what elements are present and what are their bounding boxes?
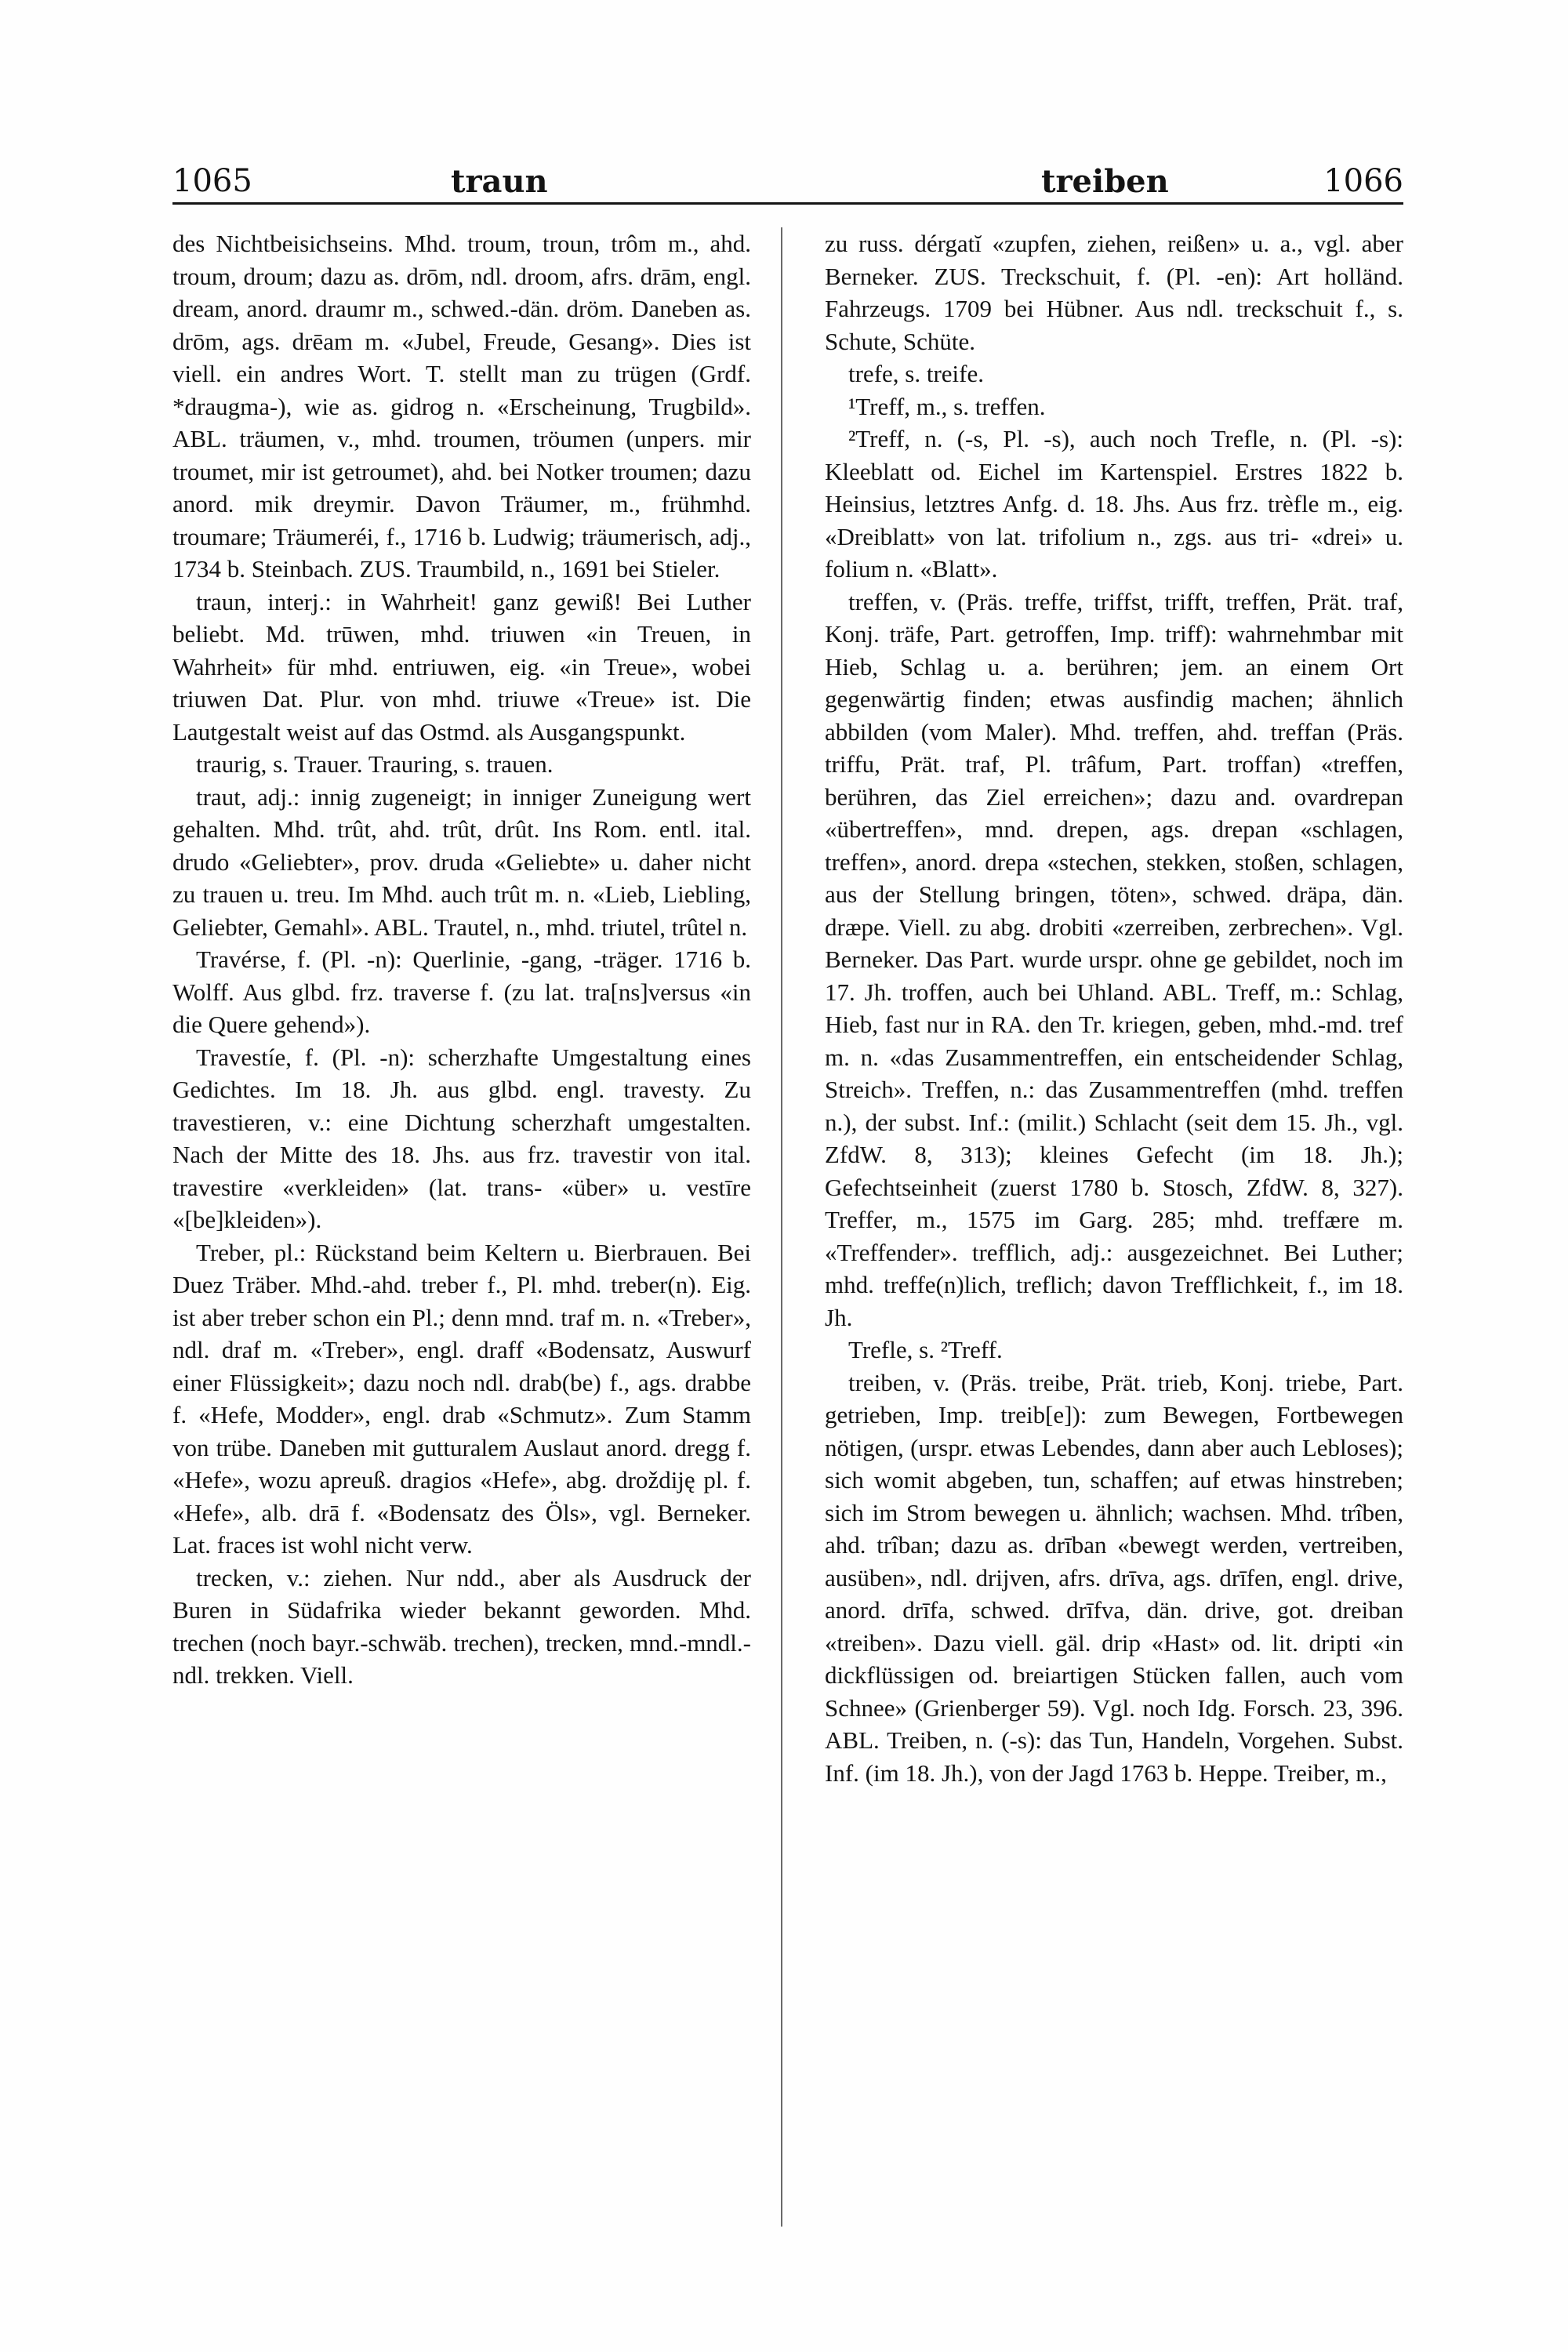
entry-traun: traun, interj.: in Wahrheit! ganz gewiß! Bei Luther beliebt. Md. trūwen, mhd. triuwen «in Treuen, in Wahrheit» für mhd. entriuwen, eig. «in Treue», wobei triuwen Dat. Plur. von mhd. triuwe «Treue» ist. Die Lautgestalt weist auf das Ostmd. als Ausgangspunkt. (172, 587, 751, 746)
column-divider (781, 227, 782, 2227)
entry-treff-2: ²Treff, n. (-s, Pl. -s), auch noch Trefle, n. (Pl. -s): Kleeblatt od. Eichel im Kartenspiel. Erstres 1822 b. Heinsius, letztres Anfg. d. 18. Jhs. Aus frz. trèfle m., eig. «Dreiblatt» von lat. trifolium n., zgs. aus tri- «drei» u. folium n. «Blatt». (825, 425, 1403, 583)
entry-trefle: Trefle, s. ²Treff. (848, 1336, 1003, 1363)
right-page-number: 1066 (1323, 163, 1403, 199)
right-guide-word: treiben (1041, 163, 1169, 200)
left-page-number: 1065 (172, 163, 252, 199)
entry-traurig: traurig, s. Trauer. Trauring, s. trauen. (196, 750, 554, 778)
entry-treffen: treffen, v. (Präs. treffe, triffst, trifft, treffen, Prät. traf, Konj. träfe, Part. getroffen, Imp. triff): wahrnehmbar mit Hieb, Schlag u. a. berühren; jem. an einem Ort gegenwärtig finden; etwas ausfindig machen; ähnlich abbilden (vom Maler). Mhd. treffen, ahd. treffan (Präs. triffu, Prät. traf, Pl. trâfum, Part. troffan) «treffen, berühren, das Ziel erreichen»; dazu and. ovardrepan «übertreffen», mnd. drepen, ags. drepan «schlagen, treffen», anord. drepa «stechen, stekken, stoßen, schlagen, aus der Stellung bringen, töten», schwed. dräpa, dän. dræpe. Viell. zu abg. drobiti «zerreiben, zerbrechen». Vgl. Berneker. Das Part. wurde urspr. ohne ge gebildet, noch im 17. Jh. troffen, auch bei Uhland. ABL. Treff, m.: Schlag, Hieb, fast nur in RA. den Tr. kriegen, geben, mhd.-md. tref m. n. «das Zusammentreffen, ein entscheidender Schlag, Streich». Treffen, n.: das Zusammentreffen (mhd. treffen n.), der subst. Inf.: (milit.) Schlacht (seit dem 15. Jh., vgl. ZfdW. 8, 313); kleines Gefecht (im 18. Jh.); Gefechtseinheit (zuerst 1780 b. Stosch, ZfdW. 8, 327). Treffer, m., 1575 im Garg. 285; mhd. treffære m. «Treffender». trefflich, adj.: ausgezeichnet. Bei Luther; mhd. treffe(n)lich, treflich; davon Trefflichkeit, f., im 18. Jh. (825, 587, 1403, 1331)
entry-continuation: des Nichtbeisichseins. Mhd. troum, troun, trôm m., ahd. troum, droum; dazu as. drōm, ndl. droom, afrs. drām, engl. dream, anord. draumr m., schwed.-dän. dröm. Daneben as. drōm, ags. drēam m. «Jubel, Freude, Gesang». Dies ist viell. ein andres Wort. T. stellt man zu trügen (Grdf. *draugma-), wie as. gidrog n. «Erscheinung, Trugbild». ABL. träumen, v., mhd. troumen, tröumen (unpers. mir troumet, mir ist getroumet), ahd. bei Notker troumen; dazu anord. mik dreymir. Davon Träumer, m., frühmhd. troumare; Träumeréi, f., 1716 b. Ludwig; träumerisch, adj., 1734 b. Steinbach. ZUS. Traumbild, n., 1691 bei Stieler. (172, 230, 751, 583)
entry-trecken: trecken, v.: ziehen. Nur ndd., aber als Ausdruck der Buren in Südafrika wieder bekannt geworden. Mhd. trechen (noch bayr.-schwäb. trechen), trecken, mnd.-mndl.-ndl. trekken. Viell. (172, 1563, 751, 1689)
entry-continuation-right: zu russ. dérgatĭ «zupfen, ziehen, reißen» u. a., vgl. aber Berneker. ZUS. Treckschuit, f. (Pl. -en): Art holländ. Fahrzeugs. 1709 bei Hübner. Aus ndl. treckschuit f., s. Schute, Schüte. (825, 230, 1403, 355)
entry-traverse: Travérse, f. (Pl. -n): Querlinie, -gang, -träger. 1716 b. Wolff. Aus glbd. frz. traverse f. (zu lat. tra[ns]versus «in die Quere gehend»). (172, 946, 751, 1038)
left-column (172, 227, 751, 2274)
right-column (825, 227, 1403, 2274)
entry-treff-1: ¹Treff, m., s. treffen. (848, 392, 1046, 420)
entry-travestie: Travestíe, f. (Pl. -n): scherzhafte Umgestaltung eines Gedichtes. Im 18. Jh. aus glbd. engl. travesty. Zu travestieren, v.: eine Dichtung scherzhaft umgestalten. Nach der Mitte des 18. Jhs. aus frz. travestir von ital. travestire «verkleiden» (lat. trans- «über» u. vestīre «[be]kleiden»). (172, 1043, 751, 1233)
left-guide-word: traun (451, 163, 548, 200)
entry-treiben: treiben, v. (Präs. treibe, Prät. trieb, Konj. triebe, Part. getrieben, Imp. treib[e]): zum Bewegen, Fortbewegen nötigen, (urspr. etwas Lebendes, dann aber auch Lebloses); sich womit abgeben, tun, schaffen; auf etwas hinstreben; sich im Strom bewegen u. ähnlich; wachsen. Mhd. trîben, ahd. trîban; dazu as. drīban «bewegt werden, vertreiben, ausüben», ndl. drijven, afrs. drīva, ags. drīfen, engl. drive, anord. drīfa, schwed. drīfva, dän. drive, got. dreiban «treiben». Dazu viell. gäl. drip «Hast» od. lit. dripti «in dickflüssigen od. breiartigen Stücken fallen, auch vom Schnee» (Grienberger 59). Vgl. noch Idg. Forsch. 23, 396. ABL. Treiben, n. (-s): das Tun, Handeln, Vorgehen. Subst. Inf. (im 18. Jh.), von der Jagd 1763 b. Heppe. Treiber, m., (825, 1368, 1403, 1787)
header-rule (172, 202, 1403, 205)
entry-treber: Treber, pl.: Rückstand beim Keltern u. Bierbrauen. Bei Duez Träber. Mhd.-ahd. treber f., Pl. mhd. treber(n). Eig. ist aber treber schon ein Pl.; denn mnd. traf m. n. «Treber», ndl. draf m. «Treber», engl. draff «Bodensatz, Auswurf einer Flüssigkeit»; dazu noch ndl. drab(be) f., ags. drabbe f. «Hefe, Modder», engl. drab «Schmutz». Zum Stamm von trübe. Daneben mit gutturalem Auslaut anord. dregg f. «Hefe», wozu apreuß. dragios «Hefe», abg. droždiję pl. f. «Hefe», alb. drā f. «Bodensatz des Öls», vgl. Berneker. Lat. fraces ist wohl nicht verw. (172, 1238, 751, 1559)
entry-traut: traut, adj.: innig zugeneigt; in inniger Zuneigung wert gehalten. Mhd. trût, ahd. trût, drût. Ins Rom. entl. ital. drudo «Geliebter», prov. druda «Geliebte» u. daher nicht zu trauen u. treu. Im Mhd. auch trût m. n. «Lieb, Liebling, Geliebter, Gemahl». ABL. Trautel, n., mhd. triutel, trûtel n. (172, 782, 751, 941)
entry-trefe: trefe, s. treife. (848, 360, 984, 387)
